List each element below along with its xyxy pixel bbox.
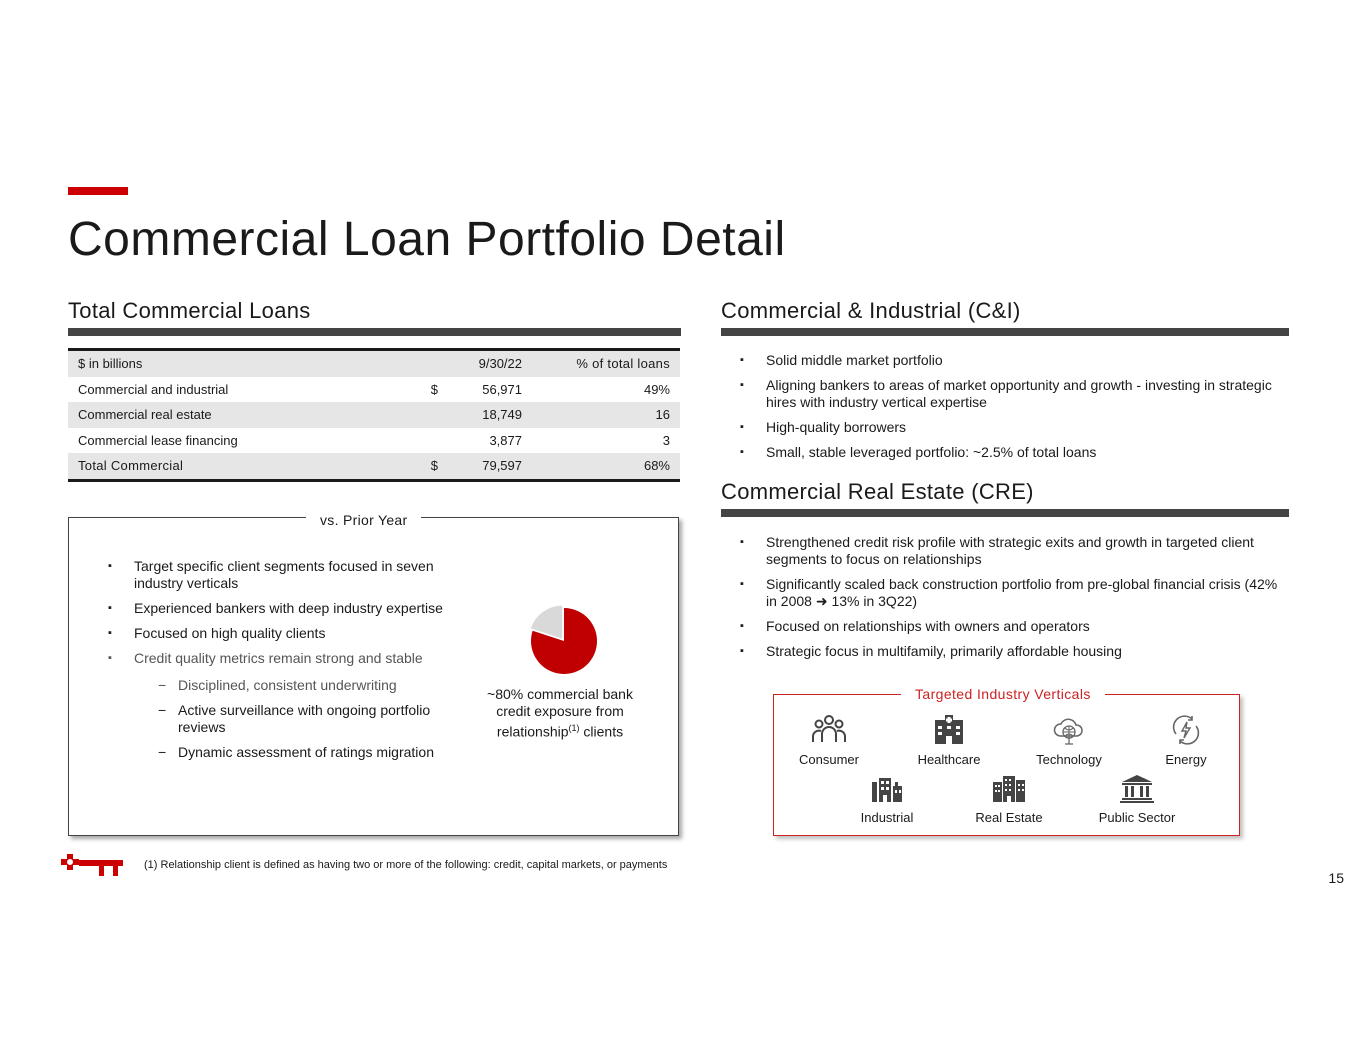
list-item: ▪ Experienced bankers with deep industry expertise <box>108 600 448 617</box>
cre-bullets <box>740 534 1285 668</box>
sub-list-item: − Dynamic assessment of ratings migration <box>134 744 448 761</box>
ci-heading: Commercial & Industrial (C&I) <box>721 298 1021 323</box>
table-row <box>68 428 680 454</box>
row-pct: 3 <box>662 432 670 448</box>
row-value: 18,749 <box>482 407 522 423</box>
pie-caption-footnote-ref: (1) <box>568 723 580 733</box>
hospital-icon <box>931 714 967 746</box>
row-pct: 68% <box>643 458 670 474</box>
list-item: ▪ Target specific client segments focused in seven industry verticals <box>108 558 448 592</box>
list-item: ▪ Significantly scaled back construction portfolio from pre-global financial crisis (42% in 2008 ➜ 13% in 3Q22) <box>740 576 1285 610</box>
vertical-label: Public Sector <box>1098 810 1176 825</box>
factory-icon <box>869 774 905 804</box>
list-item: ▪ Strategic focus in multifamily, primarily affordable housing <box>740 643 1285 660</box>
total-loans-rule <box>68 328 681 336</box>
list-item: ▪ Small, stable leveraged portfolio: ~2.5% of total loans <box>740 444 1285 461</box>
row-label: Commercial real estate <box>78 407 212 423</box>
row-value: 56,971 <box>482 381 522 397</box>
vertical-consumer <box>774 714 884 767</box>
prior-year-title: vs. Prior Year <box>306 512 421 528</box>
list-item: ▪ Focused on high quality clients <box>108 625 448 642</box>
row-pct: 16 <box>655 407 670 423</box>
buildings-icon <box>991 774 1027 804</box>
total-loans-heading: Total Commercial Loans <box>68 298 311 323</box>
key-logo <box>59 848 125 878</box>
cre-rule <box>721 509 1289 517</box>
vertical-label: Healthcare <box>917 752 981 767</box>
list-item: ▪ High-quality borrowers <box>740 419 1285 436</box>
title-accent-bar <box>68 187 128 195</box>
ci-rule <box>721 328 1289 336</box>
footnote: (1) Relationship client is defined as having two or more of the following: credit, capital markets, or payments <box>144 859 668 871</box>
row-currency: $ <box>430 458 438 474</box>
vertical-technology <box>1014 714 1124 767</box>
list-item: ▪ Aligning bankers to areas of market opportunity and growth - investing in strategic hires with industry vertical expertise <box>740 377 1285 411</box>
list-item: ▪ Solid middle market portfolio <box>740 352 1285 369</box>
sub-list-item: − Active surveillance with ongoing portfolio reviews <box>134 702 448 736</box>
sub-list <box>134 677 448 761</box>
relationship-pie-chart <box>528 605 600 677</box>
col-header-date: 9/30/22 <box>478 356 522 372</box>
ci-bullets <box>740 352 1285 469</box>
vertical-real-estate <box>954 774 1064 825</box>
row-label: Total Commercial <box>78 458 184 474</box>
vertical-industrial <box>832 774 942 825</box>
vertical-label: Real Estate <box>975 810 1043 825</box>
pie-caption <box>475 686 645 741</box>
vertical-label: Industrial <box>860 810 914 825</box>
row-currency: $ <box>430 381 438 397</box>
row-label: Commercial and industrial <box>78 381 229 397</box>
vertical-energy <box>1131 714 1241 767</box>
table-total-row <box>68 453 680 480</box>
row-currency <box>408 428 438 454</box>
row-value: 3,877 <box>489 432 522 448</box>
sub-list-item: − Disciplined, consistent underwriting <box>134 677 448 694</box>
vertical-label: Energy <box>1165 752 1207 767</box>
vertical-label: Consumer <box>799 752 859 767</box>
cloud-globe-icon <box>1051 714 1087 746</box>
pie-caption-main: ~80% commercial bank credit exposure from relationship <box>487 686 633 740</box>
page-number: 15 <box>1328 870 1344 886</box>
energy-icon <box>1168 714 1204 746</box>
table-row <box>68 402 680 428</box>
table-header-row <box>68 350 680 377</box>
list-item: ▪ Focused on relationships with owners and operators <box>740 618 1285 635</box>
page-title: Commercial Loan Portfolio Detail <box>68 213 786 266</box>
verticals-title: Targeted Industry Verticals <box>901 686 1105 702</box>
pie-caption-tail: clients <box>579 723 624 740</box>
vertical-healthcare <box>894 714 1004 767</box>
list-item-text: Credit quality metrics remain strong and stable <box>134 650 423 666</box>
list-item <box>108 650 448 761</box>
prior-year-bullets <box>108 558 448 769</box>
row-value: 79,597 <box>482 458 522 474</box>
table-row <box>68 377 680 403</box>
row-pct: 49% <box>643 381 670 397</box>
government-icon <box>1119 774 1155 804</box>
loans-table <box>68 348 680 482</box>
vertical-label: Technology <box>1036 752 1102 767</box>
list-item: ▪ Strengthened credit risk profile with strategic exits and growth in targeted client segments to focus on relationships <box>740 534 1285 568</box>
row-label: Commercial lease financing <box>78 432 238 448</box>
col-header-pct: % of total loans <box>576 356 670 372</box>
people-icon <box>811 714 847 746</box>
cre-heading: Commercial Real Estate (CRE) <box>721 479 1034 504</box>
row-currency <box>408 402 438 428</box>
vertical-public-sector <box>1082 774 1192 825</box>
col-header-label: $ in billions <box>78 356 143 372</box>
